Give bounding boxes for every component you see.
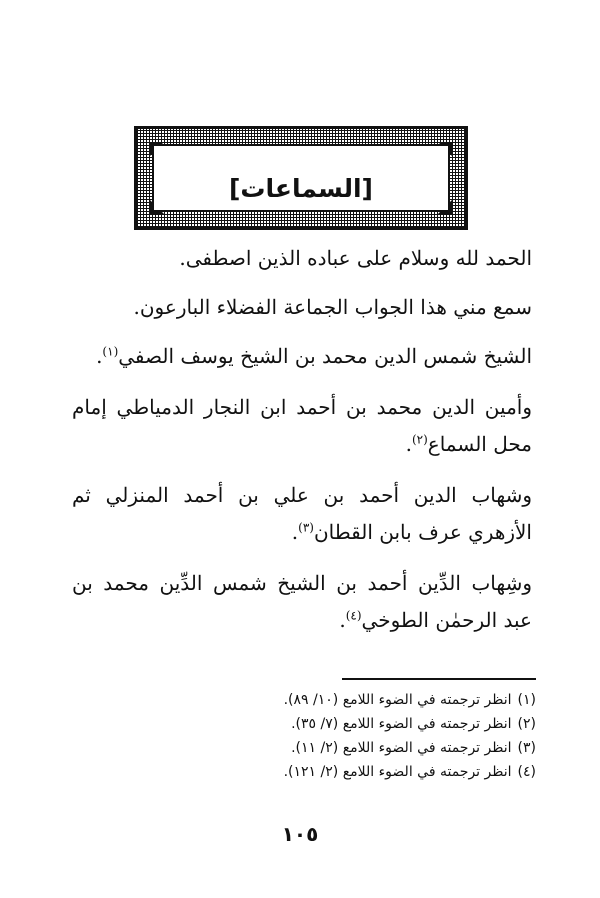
footnote-text: انظر ترجمته في الضوء اللامع (١٠/ ٨٩). bbox=[283, 692, 512, 708]
paragraph-end: . bbox=[96, 344, 103, 368]
paragraph-text: وأمين الدين محمد بن أحمد ابن النجار الدمياطي إمام محل السماع bbox=[72, 395, 532, 456]
footnote bbox=[64, 736, 536, 760]
footnote-reference[interactable]: (١) bbox=[102, 344, 119, 359]
main-text bbox=[72, 240, 532, 653]
paragraph bbox=[72, 289, 532, 326]
footnote-number: (١) bbox=[517, 692, 536, 708]
paragraph bbox=[72, 477, 532, 551]
paragraph-text: سمع مني هذا الجواب الجماعة الفضلاء البارعون. bbox=[133, 295, 532, 319]
paragraph-end: . bbox=[291, 520, 299, 544]
footnote-text: انظر ترجمته في الضوء اللامع (٧/ ٣٥). bbox=[291, 716, 512, 732]
paragraph bbox=[72, 338, 532, 375]
footnote bbox=[64, 712, 536, 736]
title-frame-inner bbox=[152, 144, 450, 212]
paragraph-end: . bbox=[339, 608, 346, 632]
section-title: [السماعات] bbox=[229, 174, 373, 203]
footnote-number: (٣) bbox=[517, 740, 536, 756]
footnote-text: انظر ترجمته في الضوء اللامع (٢/ ١١). bbox=[291, 740, 512, 756]
footnote-number: (٢) bbox=[517, 716, 536, 732]
paragraph-text: الشيخ شمس الدين محمد بن الشيخ يوسف الصفي bbox=[118, 344, 532, 368]
footnotes bbox=[64, 688, 536, 784]
title-ornamental-frame bbox=[134, 126, 468, 230]
footnote-number: (٤) bbox=[517, 764, 536, 780]
paragraph-text: وشِهاب الدِّين أحمد بن الشيخ شمس الدِّين محمد بن عبد الرحمٰن الطوخي bbox=[72, 571, 532, 632]
footnote-separator bbox=[342, 678, 536, 680]
footnote-text: انظر ترجمته في الضوء اللامع (٢/ ١٢١). bbox=[283, 764, 512, 780]
page-number: ١٠٥ bbox=[281, 822, 319, 846]
footnote bbox=[64, 688, 536, 712]
paragraph-text: وشهاب الدين أحمد بن علي بن أحمد المنزلي ثم الأزهري عرف بابن القطان bbox=[72, 483, 532, 544]
paragraph bbox=[72, 240, 532, 277]
paragraph-text: الحمد لله وسلام على عباده الذين اصطفى. bbox=[179, 246, 532, 270]
paragraph-end: . bbox=[405, 432, 412, 456]
footnote-reference[interactable]: (٢) bbox=[411, 432, 428, 447]
footnote bbox=[64, 760, 536, 784]
paragraph bbox=[72, 565, 532, 639]
footnote-reference[interactable]: (٤) bbox=[345, 608, 362, 623]
paragraph bbox=[72, 389, 532, 463]
footnote-reference[interactable]: (٣) bbox=[298, 520, 314, 535]
